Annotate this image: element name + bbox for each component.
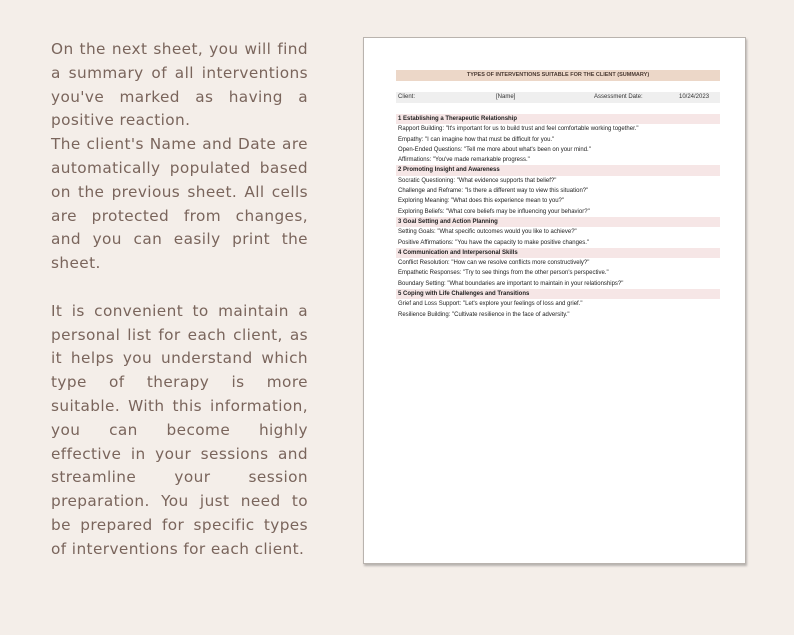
- intervention-row: Challenge and Reframe: "Is there a different way to view this situation?": [398, 188, 589, 195]
- interventions-list: [396, 114, 720, 320]
- client-label: Client:: [398, 94, 416, 100]
- section-header-row: 5 Coping with Life Challenges and Transitions: [396, 289, 720, 299]
- assessment-date-value: 10/24/2023: [679, 94, 710, 100]
- client-name-value: [Name]: [496, 94, 516, 100]
- summary-sheet-preview: [363, 37, 746, 564]
- description-text: [51, 38, 308, 562]
- intervention-row: Rapport Building: "It's important for us to build trust and feel comfortable working together.": [398, 126, 639, 133]
- section-header-row: 4 Communication and Interpersonal Skills: [396, 248, 720, 258]
- intervention-row: Setting Goals: "What specific outcomes would you like to achieve?": [398, 229, 577, 236]
- intervention-row: Resilience Building: "Cultivate resilience in the face of adversity.": [398, 311, 570, 318]
- paragraph-summary: On the next sheet, you will find a summary of all interventions you've marked as having a positive reaction.: [51, 40, 308, 130]
- intervention-row: Empathetic Responses: "Try to see things from the other person's perspective.": [398, 270, 609, 277]
- client-info-row: [396, 92, 720, 103]
- intervention-row: Exploring Beliefs: "What core beliefs may be influencing your behavior?": [398, 208, 590, 215]
- section-header-row: 2 Promoting Insight and Awareness: [396, 165, 720, 175]
- paragraph-autofill: The client's Name and Date are automatically populated based on the previous sheet. All cells are protected from changes, and you can easily print the sheet.: [51, 135, 308, 273]
- section-header-row: 3 Goal Setting and Action Planning: [396, 217, 720, 227]
- intervention-row: Exploring Meaning: "What does this experience mean to you?": [398, 198, 565, 205]
- intervention-row: Socratic Questioning: "What evidence supports that belief?": [398, 177, 557, 184]
- intervention-row: Boundary Setting: "What boundaries are important to maintain in your relationships?": [398, 280, 624, 287]
- intervention-row: Grief and Loss Support: "Let's explore your feelings of loss and grief.": [398, 301, 583, 308]
- intervention-row: Conflict Resolution: "How can we resolve conflicts more constructively?": [398, 260, 590, 267]
- intervention-row: Open-Ended Questions: "Tell me more about what's been on your mind.": [398, 146, 591, 153]
- section-header-row: 1 Establishing a Therapeutic Relationship: [396, 114, 720, 124]
- sheet-title: TYPES OF INTERVENTIONS SUITABLE FOR THE CLIENT (SUMMARY): [396, 70, 720, 81]
- paragraph-gap: [51, 276, 308, 300]
- intervention-row: Positive Affirmations: "You have the capacity to make positive changes.": [398, 239, 590, 246]
- intervention-row: Empathy: "I can imagine how that must be difficult for you.": [398, 136, 555, 143]
- paragraph-benefits: It is convenient to maintain a personal list for each client, as it helps you understand which type of therapy is more suitable. With this information, you can become highly effective in your sessions and streamline your session preparation. You just need to be prepared for specific types of interventions for each client.: [51, 301, 308, 558]
- assessment-date-label: Assessment Date:: [594, 94, 643, 100]
- intervention-row: Affirmations: "You've made remarkable progress.": [398, 157, 530, 164]
